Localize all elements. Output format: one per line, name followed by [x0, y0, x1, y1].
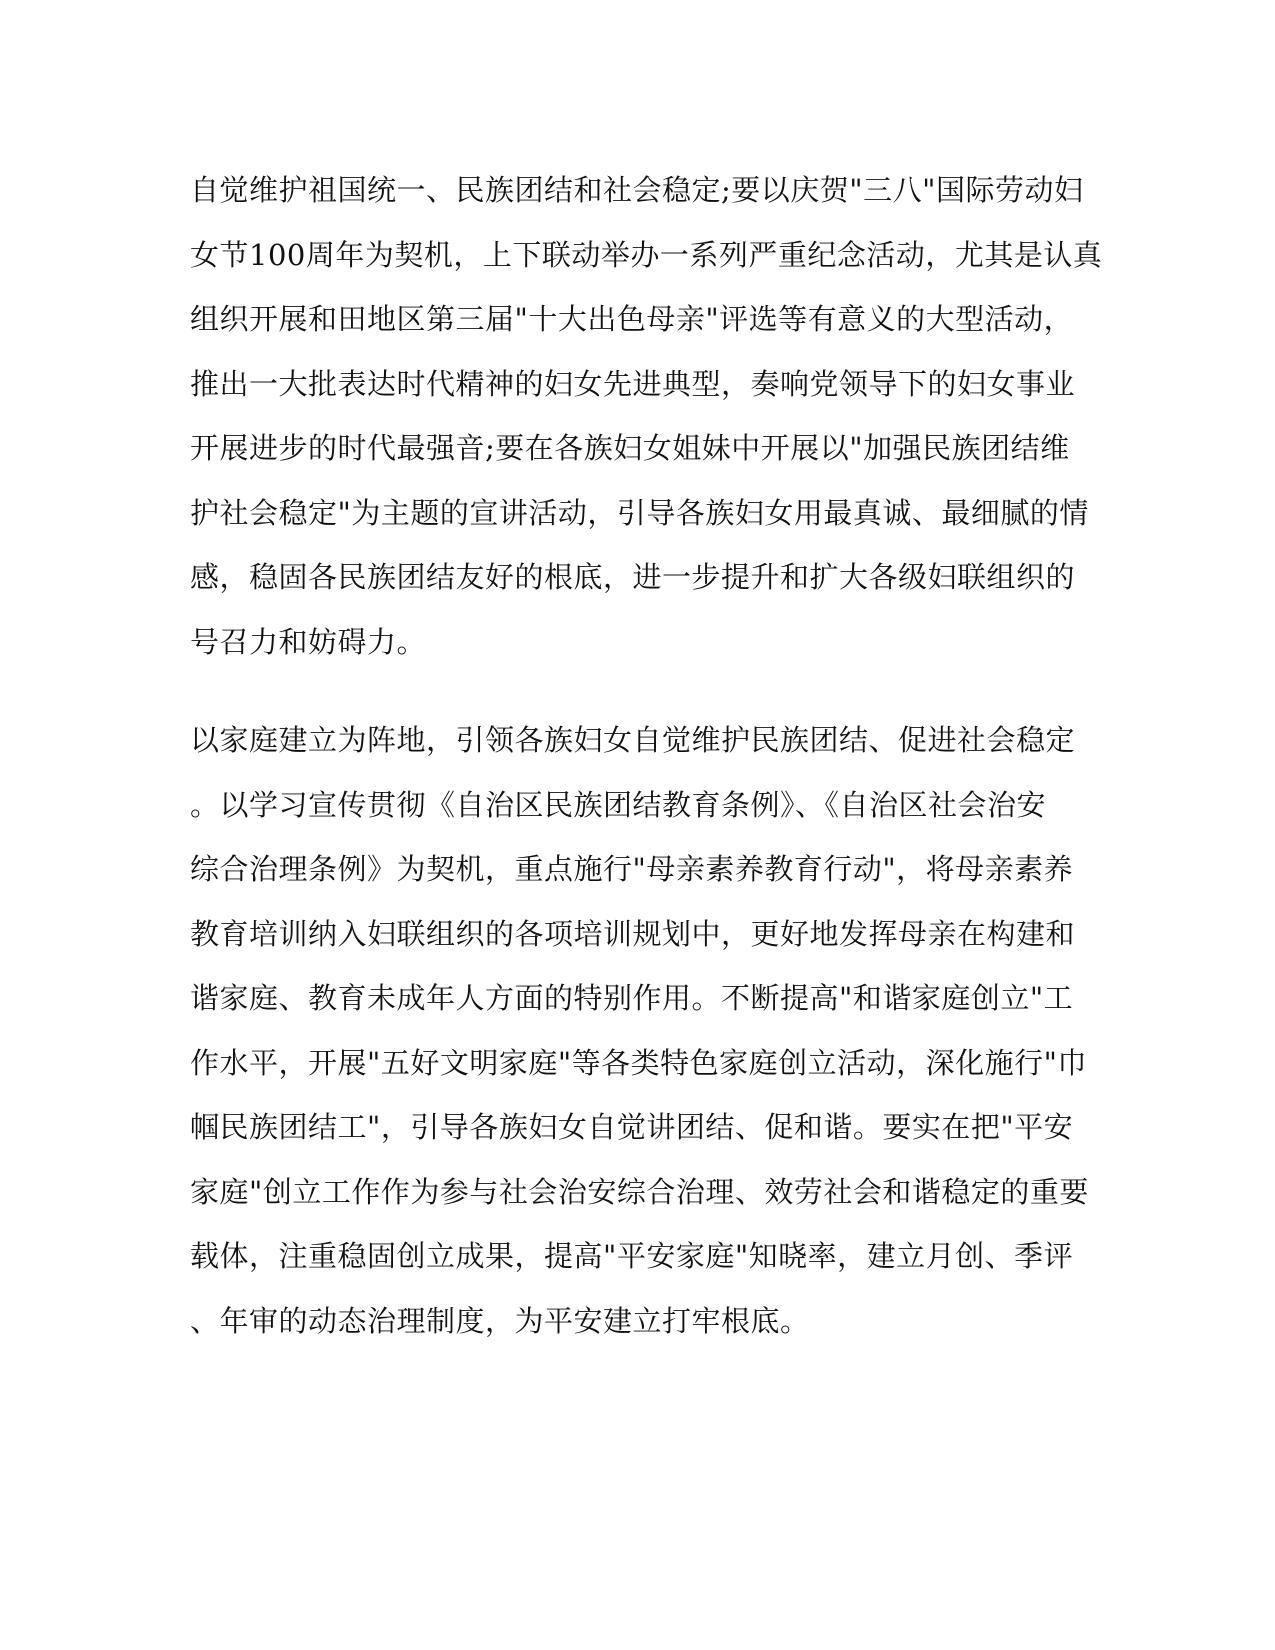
- text-line: 开展进步的时代最强音;要在各族妇女姐妹中开展以"加强民族团结维: [190, 431, 1070, 465]
- text-line: 、年审的动态治理制度，为平安建立打牢根底。: [190, 1303, 810, 1338]
- text-line: 载体，注重稳固创立成果，提高"平安家庭"知晓率，建立月创、季评: [190, 1239, 1074, 1273]
- text-line: 号召力和妨碍力。: [190, 624, 427, 659]
- text-line: 护社会稳定"为主题的宣讲活动，引导各族妇女用最真诚、最细腻的情: [190, 495, 1089, 530]
- text-line: 女节100周年为契机，上下联动举办一系列严重纪念活动，尤其是认真: [190, 237, 1103, 272]
- paragraph-2: [190, 708, 1089, 1353]
- text-line: 作水平，开展"五好文明家庭"等各类特色家庭创立活动，深化施行"巾: [190, 1045, 1088, 1080]
- text-line: 组织开展和田地区第三届"十大出色母亲"评选等有意义的大型活动，: [190, 302, 1074, 336]
- text-line: 谐家庭、教育未成年人方面的特别作用。不断提高"和谐家庭创立"工: [190, 981, 1074, 1015]
- text-line: 推出一大批表达时代精神的妇女先进典型，奏响党领导下的妇女事业: [190, 366, 1076, 401]
- text-line: 。以学习宣传贯彻《自治区民族团结教育条例》、《自治区社会治安: [190, 787, 1047, 822]
- paragraph-1: [190, 158, 1103, 674]
- text-line: 综合治理条例》为契机，重点施行"母亲素养教育行动"，将母亲素养: [190, 852, 1074, 886]
- text-line: 以家庭建立为阵地，引领各族妇女自觉维护民族团结、促进社会稳定: [190, 723, 1076, 757]
- text-line: 帼民族团结工"，引导各族妇女自觉讲团结、促和谐。要实在把"平安: [190, 1110, 1074, 1144]
- text-line: 家庭"创立工作作为参与社会治安综合治理、效劳社会和谐稳定的重要: [190, 1174, 1089, 1209]
- text-line: 教育培训纳入妇联组织的各项培训规划中，更好地发挥母亲在构建和: [190, 916, 1076, 951]
- text-line: 自觉维护祖国统一、民族团结和社会稳定;要以庆贺"三八"国际劳动妇: [190, 173, 1084, 207]
- text-line: 感，稳固各民族团结友好的根底，进一步提升和扩大各级妇联组织的: [190, 560, 1076, 594]
